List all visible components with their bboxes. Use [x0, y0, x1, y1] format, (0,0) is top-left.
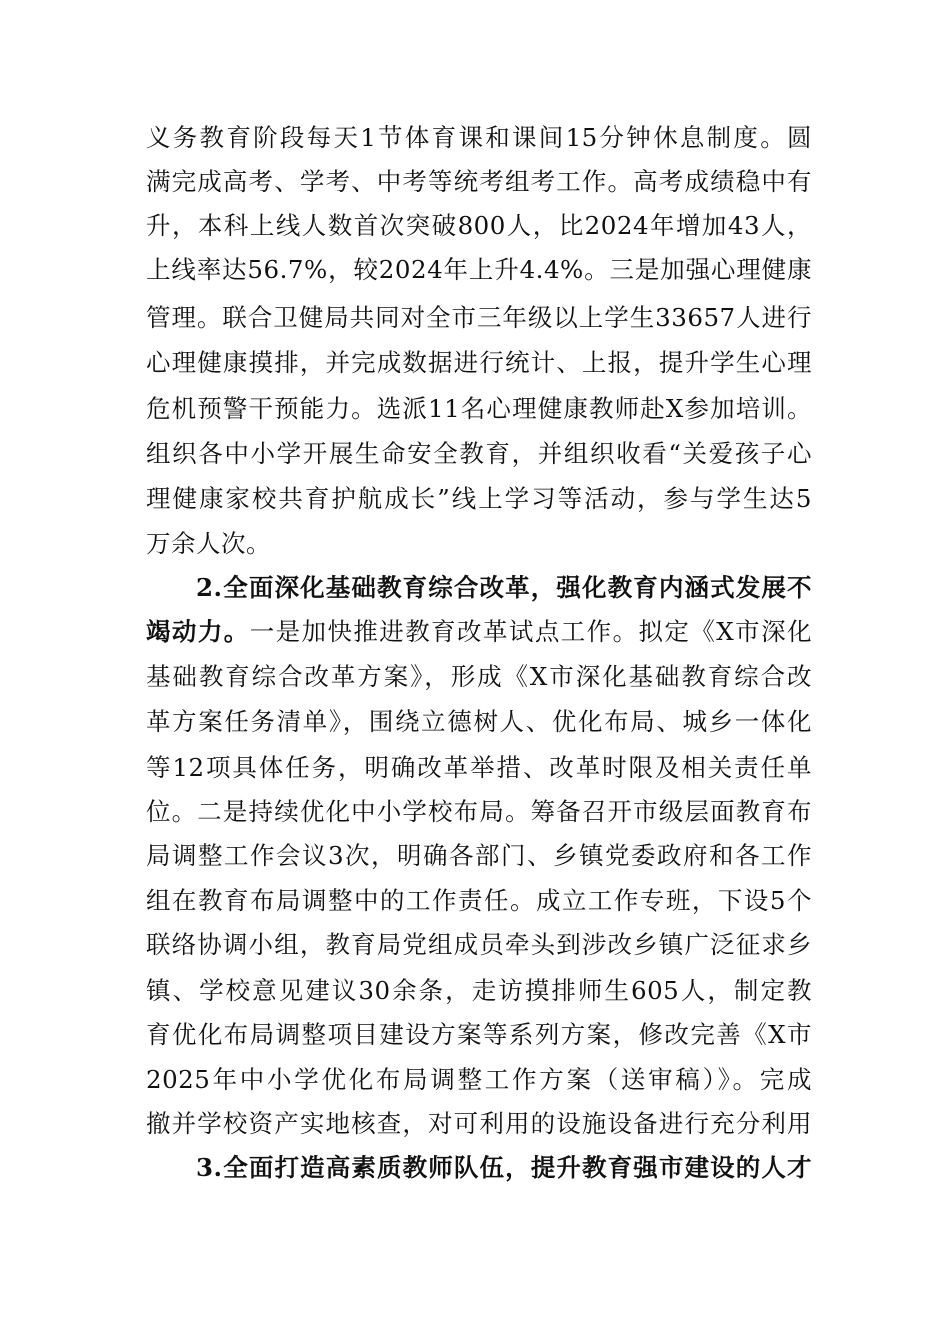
text-segment: 满完成高考、学考、中考等统考组考工作。高考成绩稳中有 [146, 167, 812, 196]
body-text-line [146, 477, 812, 521]
text-segment: 联络协调小组，教育局党组成员牵头到涉改乡镇广泛征求乡 [146, 930, 812, 959]
text-segment: 镇、学校意见建议30余条，走访摸排师生605人，制定教 [146, 976, 812, 1005]
text-segment: 一是加快推进教育改革试点工作。拟定《X市深化 [249, 617, 812, 646]
text-segment: 组在教育布局调整中的工作责任。成立工作专班，下设5个 [146, 886, 812, 915]
body-text-line [146, 834, 812, 878]
body-text-line [146, 1102, 812, 1146]
text-segment: 万余人次。 [146, 529, 271, 558]
body-text-line [146, 879, 812, 923]
text-segment: 组织各中小学开展生命安全教育，并组织收看“关爱孩子心 [146, 439, 812, 468]
body-text-line [146, 923, 812, 967]
body-text-line [146, 790, 812, 834]
text-segment: 等12项具体任务，明确改革举措、改革时限及相关责任单 [146, 753, 812, 782]
text-segment: 基础教育综合改革方案》，形成《X市深化基础教育综合改 [146, 662, 812, 691]
body-text-line [146, 432, 812, 476]
body-text-line [146, 248, 812, 292]
body-text-line [146, 1013, 812, 1057]
text-segment: 危机预警干预能力。选派11名心理健康教师赴X参加培训。 [146, 394, 812, 423]
section-heading-line [196, 1146, 812, 1190]
section-heading-text: 2.全面深化基础教育综合改革，强化教育内涵式发展不 [196, 573, 812, 602]
body-text-line [146, 610, 812, 654]
text-segment: 心理健康摸排，并完成数据进行统计、上报，提升学生心理 [146, 348, 812, 377]
section-heading-text: 3.全面打造高素质教师队伍，提升教育强市建设的人才 [196, 1153, 812, 1182]
text-segment: 管理。联合卫健局共同对全市三年级以上学生33657人进行 [146, 303, 812, 332]
text-segment: 撤并学校资产实地核查，对可利用的设施设备进行充分利用 [146, 1109, 812, 1138]
body-text-line [146, 700, 812, 744]
body-text-line [146, 1058, 812, 1102]
body-text-line [146, 387, 812, 431]
body-text-line [146, 160, 812, 204]
section-heading-line [196, 566, 812, 610]
body-text-line [146, 296, 812, 340]
section-heading-text: 竭动力。 [146, 617, 250, 646]
text-segment: 2025年中小学优化布局调整工作方案（送审稿）》。完成 [146, 1065, 812, 1094]
body-text-line [146, 116, 812, 160]
body-text-line [146, 522, 812, 566]
body-text-line [146, 655, 812, 699]
text-segment: 位。二是持续优化中小学校布局。筹备召开市级层面教育布 [146, 797, 812, 826]
text-segment: 局调整工作会议3次，明确各部门、乡镇党委政府和各工作 [146, 841, 812, 870]
body-text-line [146, 969, 812, 1013]
text-segment: 革方案任务清单》，围绕立德树人、优化布局、城乡一体化 [146, 707, 812, 736]
text-segment: 理健康家校共育护航成长”线上学习等活动，参与学生达5 [146, 484, 812, 513]
text-segment: 升，本科上线人数首次突破800人，比2024年增加43人， [146, 211, 812, 240]
text-segment: 义务教育阶段每天1节体育课和课间15分钟休息制度。圆 [146, 123, 812, 152]
text-segment: 上线率达56.7%，较2024年上升4.4%。三是加强心理健康 [146, 255, 812, 284]
body-text-line [146, 341, 812, 385]
text-segment: 育优化布局调整项目建设方案等系列方案，修改完善《X市 [146, 1020, 812, 1049]
body-text-line [146, 204, 812, 248]
body-text-line [146, 746, 812, 790]
